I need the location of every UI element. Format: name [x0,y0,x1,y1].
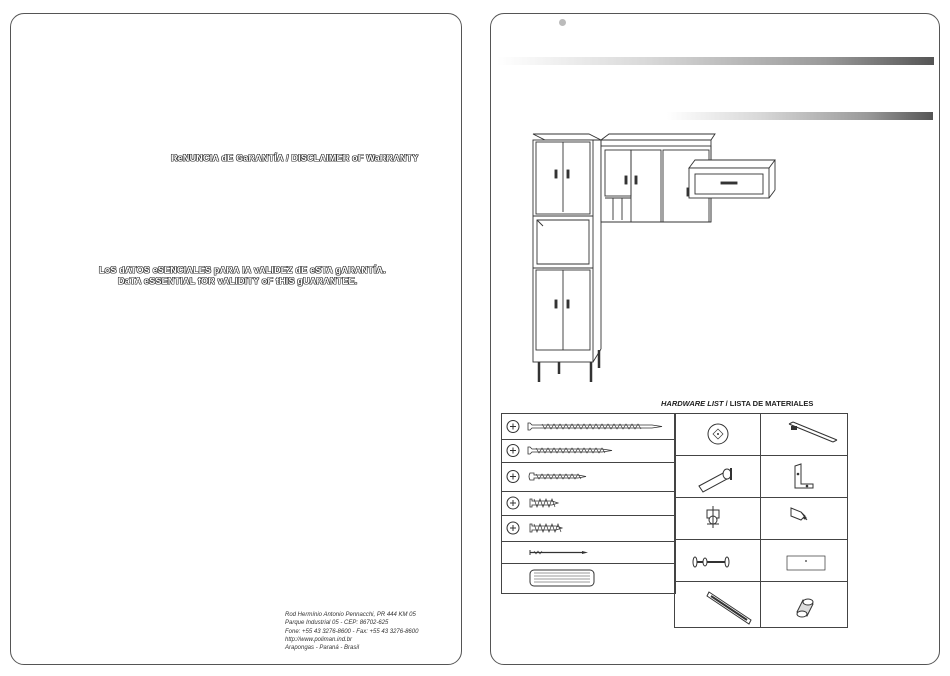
hinge-plate-icon [675,498,761,540]
hardware-row [502,563,675,593]
hardware-row [502,491,675,516]
kitchen-cabinet-drawing [529,124,789,384]
address-line: Fone: +55 43 3276-8600 - Fax: +55 43 3276-8600 [285,628,419,635]
hardware-table-screws [501,413,676,594]
binding-hole-dot [559,19,566,26]
hardware-row [502,414,675,440]
hardware-row [502,515,675,542]
bracket-icon [761,456,847,498]
left-page [10,13,462,665]
wood-dowel-icon [502,563,675,593]
nail-icon [502,541,675,563]
section-gradient-bar [667,112,933,120]
cam-lock-icon [675,414,761,456]
short-screw-icon [502,462,675,491]
drawer-slide-icon [761,414,847,456]
hardware-row [502,439,675,463]
medium-screw-icon [502,439,675,462]
small-screw-icon [502,491,675,515]
hardware-row [502,462,675,492]
tiny-screw-icon [502,515,675,541]
hardware-table-fittings [674,413,848,628]
hinge-icon [761,498,847,540]
hardware-cell [675,540,761,582]
hardware-cell [761,414,847,456]
shelf-support-icon [675,540,761,582]
address-line: Arapongas - Paraná - Brasil [285,645,360,652]
long-screw-icon [502,414,675,439]
essential-data-spanish: LoS dATOS eSENCIALES pARA lA vALIDEZ dE eSTA gARANTÍA. [99,265,386,275]
disclaimer-title: ReNUNCIA dE GaRANTÍA / DISCLAIMER oF WaRRANTY [171,153,419,163]
rail-icon [675,582,761,627]
hardware-cell [675,456,761,498]
address-line: Parque Industrial 05 - CEP: 86702-625 [285,620,389,627]
hardware-cell [761,456,847,498]
hardware-cell [675,498,761,540]
hardware-title-english: HARDWARE LIST [661,399,724,408]
foot-cap-icon [761,582,847,627]
hardware-cell [675,582,761,627]
hardware-cell [761,540,847,582]
sticker-icon [761,540,847,582]
right-page [490,13,940,665]
hardware-cell [675,414,761,456]
address-line: Rod Hermínio Antonio Pennacchi, PR 444 KM 05 [285,612,416,618]
hardware-row [502,541,675,564]
hardware-cell [761,498,847,540]
hardware-list-title [661,399,813,408]
hardware-title-spanish: / LISTA DE MATERIALES [723,399,814,408]
header-gradient-bar [497,57,934,65]
hardware-cell [761,582,847,627]
essential-data-english: DaTA eSSENTIAL fOR vALIDITY oF tHIS gUARANTEE. [118,276,358,286]
address-line: http://www.poliman.ind.br [285,636,353,643]
company-address [285,611,418,652]
minifix-bolt-icon [675,456,761,498]
